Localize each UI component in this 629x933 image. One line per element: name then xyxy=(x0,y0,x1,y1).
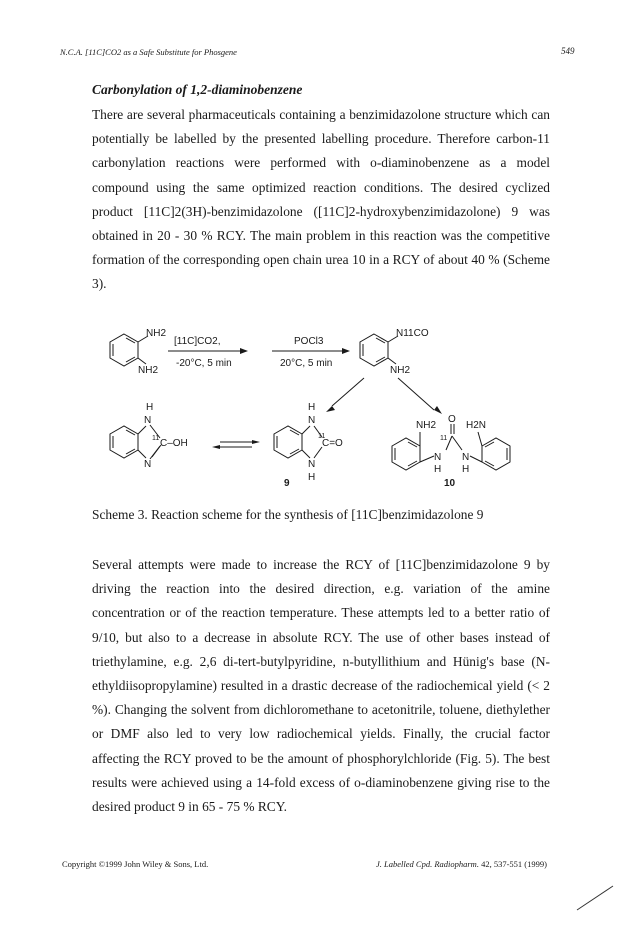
benzene-ring-4 xyxy=(274,426,302,458)
label-nh2: NH2 xyxy=(146,328,167,339)
step2-reagent: POCl3 xyxy=(294,336,324,347)
label-h: H xyxy=(308,472,316,483)
journal-volume: 42, xyxy=(481,859,492,869)
benzene-ring-2 xyxy=(360,334,388,366)
label-n11co: N11CO xyxy=(396,328,429,339)
page-number: 549 xyxy=(561,46,575,56)
compound-label-9: 9 xyxy=(284,478,290,489)
benzene-ring-5 xyxy=(392,438,420,470)
benzene-ring-1 xyxy=(110,334,138,366)
label-c11: 11 xyxy=(318,433,326,440)
label-h: H xyxy=(462,464,470,475)
label-c-oh: C–OH xyxy=(160,438,188,449)
copyright: Copyright ©1999 John Wiley & Sons, Ltd. xyxy=(62,859,209,869)
scheme-caption: Scheme 3. Reaction scheme for the synthesis of [11C]benzimidazolone 9 xyxy=(92,507,484,522)
label-c11: 11 xyxy=(440,435,448,442)
label-h2n: H2N xyxy=(466,420,487,431)
section-heading: Carbonylation of 1,2-diaminobenzene xyxy=(92,82,303,97)
paragraph-1: There are several pharmaceuticals containing a benzimidazolone structure which can potentially be labelled by the presented labelling procedure. Therefore carbon-11 carbonylation reactions were performed with o-diaminobenzene as a model compound using the same optimized reaction conditions. The desired cyclized product [11C]2(3H)-benzimidazolone ([11C]2-hydroxybenzimidazolone) 9 was obtained in 20 - 30 % RCY. The main problem in this reaction was the competitive formation of the corresponding open chain urea 10 in a RCY of about 40 % (Scheme 3). xyxy=(92,107,550,292)
label-h: H xyxy=(308,402,316,413)
paragraph-2: Several attempts were made to increase the RCY of [11C]benzimidazolone 9 by driving the reaction into the desired direction, e.g. variation of the amine concentration or of the reaction temperature. These attempts led to a better ratio of 9/10, but also to a decrease in absolute RCY. The use of other bases instead of triethylamine, e.g. 2,6 di-tert-butylpyridine, n-butyllithium and Hünig's base (N-ethyldiisopropylamine) resulted in a drastic decrease of the radiochemical yield (< 2 %). Changing the solvent from dichloromethane to acetonitrile, toluene, diethylether or DMF also led to very low radiochemical yields. Finally, the crucial factor affecting the RCY proved to be the amount of phosphorylchloride (Fig. 5). The best results were achieved using a 14-fold excess of o-diaminobenzene giving rise to the desired product 9 in 65 - 75 % RCY. xyxy=(92,557,550,815)
journal-pages: 537-551 (1999) xyxy=(493,859,547,869)
step2-conditions: 20°C, 5 min xyxy=(280,358,333,369)
label-nh2: NH2 xyxy=(138,365,159,376)
running-title: N.C.A. [11C]CO2 as a Safe Substitute for Phosgene xyxy=(60,47,237,57)
label-nh2: NH2 xyxy=(416,420,437,431)
step1-reagent: [11C]CO2, xyxy=(174,336,221,347)
label-c-eq-o: C=O xyxy=(322,438,343,449)
reaction-scheme xyxy=(80,300,560,500)
pathway-arrow-10 xyxy=(398,378,434,410)
pathway-arrow-9 xyxy=(332,378,364,406)
label-n: N xyxy=(462,452,470,463)
benzene-ring-3 xyxy=(110,426,138,458)
label-n: N xyxy=(144,415,152,426)
label-n: N xyxy=(308,415,316,426)
label-n: N xyxy=(308,459,316,470)
label-o: O xyxy=(448,414,456,425)
journal-citation xyxy=(376,859,547,869)
label-h: H xyxy=(434,464,442,475)
label-n: N xyxy=(144,459,152,470)
label-c11: 11 xyxy=(152,435,160,442)
journal-name: J. Labelled Cpd. Radiopharm. xyxy=(376,859,479,869)
benzene-ring-6 xyxy=(482,438,510,470)
step1-conditions: -20°C, 5 min xyxy=(176,358,232,369)
label-h: H xyxy=(146,402,154,413)
label-nh2: NH2 xyxy=(390,365,411,376)
compound-label-10: 10 xyxy=(444,478,456,489)
label-n: N xyxy=(434,452,442,463)
pen-mark xyxy=(575,882,615,912)
